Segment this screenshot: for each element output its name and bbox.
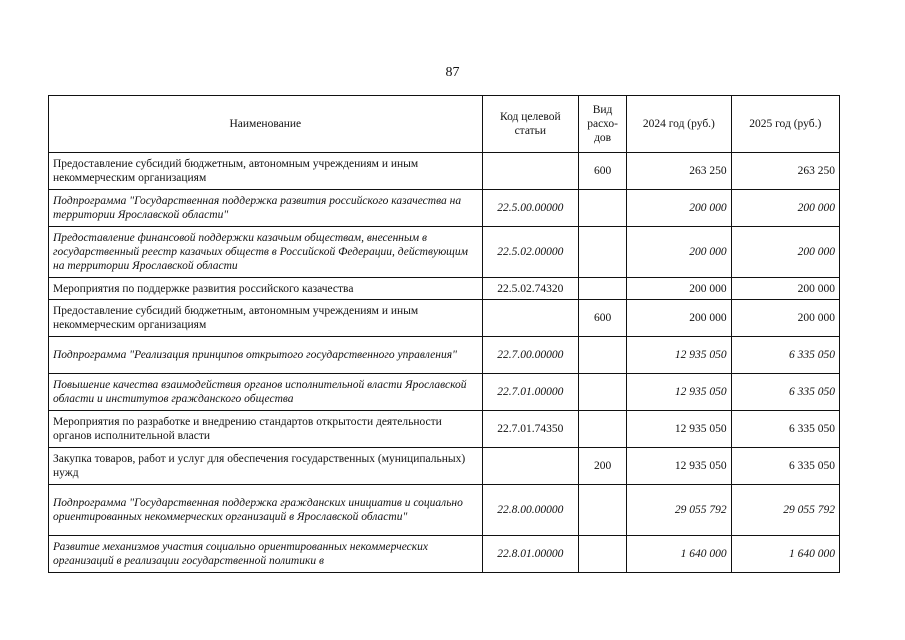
row-type xyxy=(579,278,627,300)
table-row xyxy=(49,337,840,374)
table-row xyxy=(49,227,840,278)
row-2025: 200 000 xyxy=(731,300,839,337)
header-2025: 2025 год (руб.) xyxy=(731,96,839,153)
row-name: Подпрограмма "Реализация принципов открытого государственного управления" xyxy=(49,337,483,374)
row-2025: 6 335 050 xyxy=(731,337,839,374)
row-type: 200 xyxy=(579,448,627,485)
row-2024: 1 640 000 xyxy=(627,536,731,573)
row-type xyxy=(579,337,627,374)
row-2025: 29 055 792 xyxy=(731,485,839,536)
row-2025: 200 000 xyxy=(731,278,839,300)
row-2024: 200 000 xyxy=(627,278,731,300)
row-2024: 200 000 xyxy=(627,190,731,227)
row-type xyxy=(579,190,627,227)
row-code: 22.7.01.00000 xyxy=(482,374,578,411)
row-type xyxy=(579,485,627,536)
table-row xyxy=(49,190,840,227)
row-code: 22.7.00.00000 xyxy=(482,337,578,374)
row-2025: 6 335 050 xyxy=(731,374,839,411)
table-row xyxy=(49,485,840,536)
header-2024: 2024 год (руб.) xyxy=(627,96,731,153)
row-code: 22.5.02.00000 xyxy=(482,227,578,278)
row-name: Предоставление субсидий бюджетным, автономным учреждениям и иным некоммерческим организациям xyxy=(49,153,483,190)
row-code: 22.5.02.74320 xyxy=(482,278,578,300)
row-type: 600 xyxy=(579,153,627,190)
budget-table xyxy=(48,95,840,573)
row-code xyxy=(482,153,578,190)
row-2024: 12 935 050 xyxy=(627,448,731,485)
row-name: Мероприятия по разработке и внедрению стандартов открытости деятельности органов исполнительной власти xyxy=(49,411,483,448)
row-2024: 12 935 050 xyxy=(627,411,731,448)
table-row xyxy=(49,278,840,300)
row-name: Мероприятия по поддержке развития российского казачества xyxy=(49,278,483,300)
row-2024: 12 935 050 xyxy=(627,337,731,374)
table-row xyxy=(49,153,840,190)
row-type xyxy=(579,536,627,573)
row-type: 600 xyxy=(579,300,627,337)
header-code: Код целевой статьи xyxy=(482,96,578,153)
row-code xyxy=(482,300,578,337)
row-2025: 6 335 050 xyxy=(731,448,839,485)
row-2025: 200 000 xyxy=(731,190,839,227)
row-type xyxy=(579,374,627,411)
row-name: Закупка товаров, работ и услуг для обеспечения государственных (муниципальных) нужд xyxy=(49,448,483,485)
row-2025: 1 640 000 xyxy=(731,536,839,573)
row-name: Развитие механизмов участия социально ориентированных некоммерческих организаций в реализации государственной политики в xyxy=(49,536,483,573)
page-number: 87 xyxy=(445,65,460,80)
row-code xyxy=(482,448,578,485)
row-name: Подпрограмма "Государственная поддержка развития российского казачества на территории Ярославской области" xyxy=(49,190,483,227)
row-2024: 263 250 xyxy=(627,153,731,190)
header-type: Вид расхо-дов xyxy=(579,96,627,153)
row-code: 22.8.00.00000 xyxy=(482,485,578,536)
table-row xyxy=(49,448,840,485)
row-2025: 200 000 xyxy=(731,227,839,278)
row-2025: 6 335 050 xyxy=(731,411,839,448)
row-code: 22.5.00.00000 xyxy=(482,190,578,227)
table-row xyxy=(49,300,840,337)
row-name: Повышение качества взаимодействия органов исполнительной власти Ярославской области и институтов гражданского общества xyxy=(49,374,483,411)
row-name: Предоставление субсидий бюджетным, автономным учреждениям и иным некоммерческим организациям xyxy=(49,300,483,337)
row-code: 22.8.01.00000 xyxy=(482,536,578,573)
row-2024: 12 935 050 xyxy=(627,374,731,411)
row-type xyxy=(579,411,627,448)
row-2025: 263 250 xyxy=(731,153,839,190)
header-name: Наименование xyxy=(49,96,483,153)
row-2024: 200 000 xyxy=(627,300,731,337)
table-row xyxy=(49,536,840,573)
table-header-row xyxy=(49,96,840,153)
table-row xyxy=(49,411,840,448)
row-name: Предоставление финансовой поддержки казачьим обществам, внесенным в государственный реестр казачьих обществ в Российской Федерации, действующим на территории Ярославской области xyxy=(49,227,483,278)
row-2024: 29 055 792 xyxy=(627,485,731,536)
row-2024: 200 000 xyxy=(627,227,731,278)
row-name: Подпрограмма "Государственная поддержка гражданских инициатив и социально ориентированных некоммерческих организаций в Ярославской области" xyxy=(49,485,483,536)
table-row xyxy=(49,374,840,411)
row-type xyxy=(579,227,627,278)
row-code: 22.7.01.74350 xyxy=(482,411,578,448)
